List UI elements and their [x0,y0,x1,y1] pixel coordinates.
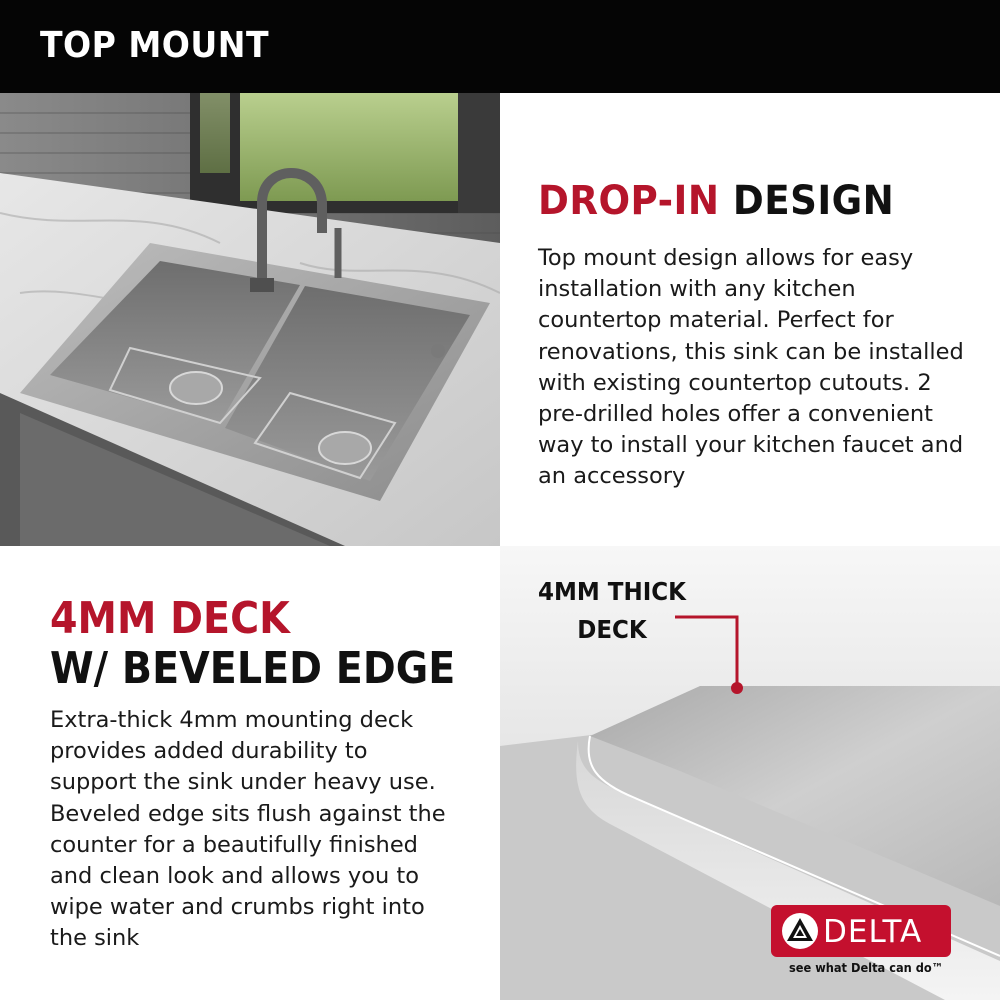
delta-triangle-icon [780,911,820,951]
drop-in-heading-rest: DESIGN [732,178,895,224]
callout-line2: DECK [577,615,647,644]
kitchen-sink-photo [0,93,500,546]
deck-body: Extra-thick 4mm mounting deck provides added durability to support the sink under heavy use. Beveled edge sits flush against the counter for a beautifully finished and clean look and allows you to wipe water and crumbs right into the sink [50,707,446,952]
delta-logo [771,905,951,957]
drop-in-heading-accent: DROP-IN [538,178,720,224]
header-title: TOP MOUNT [40,25,270,66]
delta-tagline: see what Delta can do™ [789,961,944,975]
drop-in-body: Top mount design allows for easy installation with any kitchen countertop material. Perfect for renovations, this sink can be installed with existing countertop cutouts. 2 pre-drilled holes offer a convenient way to install your kitchen faucet and an accessory [538,245,964,490]
deck-heading-line1: 4MM DECK [50,593,290,644]
callout-line1: 4MM THICK [538,577,686,606]
delta-wordmark: DELTA [823,914,923,950]
callout-dot [731,682,743,694]
callout-leader-line [670,610,750,700]
callout-label [538,573,686,649]
drop-in-heading [538,178,894,224]
header-bar [0,0,1000,93]
deck-heading-line2: W/ BEVELED EDGE [50,643,456,694]
